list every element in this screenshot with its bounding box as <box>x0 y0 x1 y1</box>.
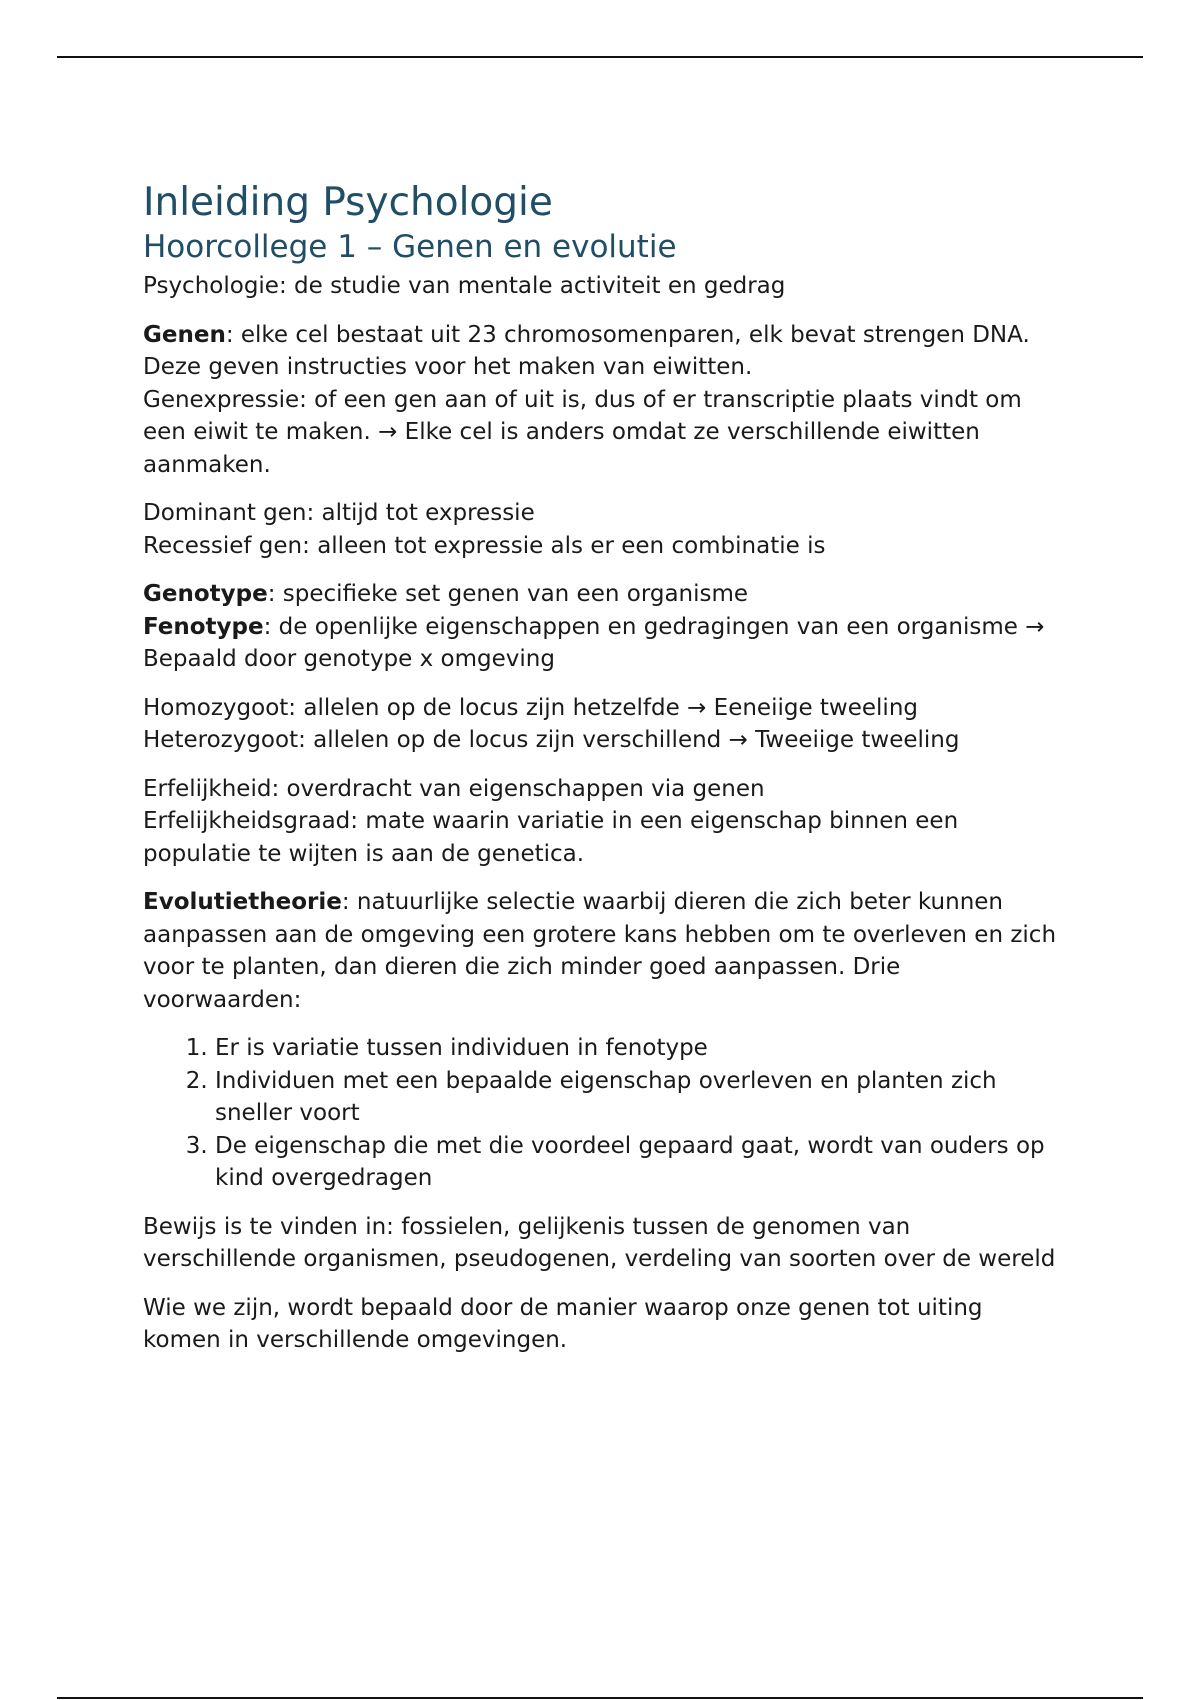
heterozygoot-text: Heterozygoot: allelen op de locus zijn verschillend → Tweeiige tweeling <box>143 727 960 753</box>
genotype-definition: : specifieke set genen van een organisme <box>267 581 749 607</box>
conclusion-paragraph: Wie we zijn, wordt bepaald door de manier waarop onze genen tot uiting komen in verschillende omgevingen. <box>143 1294 983 1353</box>
conditions-list <box>143 1032 1063 1195</box>
evolutietheorie-definition: : natuurlijke selectie waarbij dieren die zich beter kunnen aanpassen aan de omgeving een grotere kans hebben om te overleven en zich voor te planten, dan dieren die zich minder goed aanpassen. Drie voorwaarden: <box>143 889 1057 1013</box>
evolution-paragraph <box>143 886 1063 1016</box>
genen-term: Genen <box>143 321 226 348</box>
document-body <box>143 180 1063 1373</box>
erfelijkheidsgraad-text: Erfelijkheidsgraad: mate waarin variatie in een eigenschap binnen een populatie te wijten is aan de genetica. <box>143 808 959 867</box>
fenotype-term: Fenotype <box>143 613 264 640</box>
recessief-gen-text: Recessief gen: alleen tot expressie als er een combinatie is <box>143 532 826 559</box>
list-item: 1. Er is variatie tussen individuen in fenotype <box>215 1032 1063 1065</box>
fenotype-definition: : de openlijke eigenschappen en gedragingen van een organisme → Bepaald door genotype x omgeving <box>143 613 1045 672</box>
genexpressie-text: Genexpressie: of een gen aan of uit is, dus of er transcriptie plaats vindt om een eiwit te maken. → Elke cel is anders omdat ze verschillende eiwitten aanmaken. <box>143 386 1022 478</box>
genen-definition: : elke cel bestaat uit 23 chromosomenparen, elk bevat strengen DNA. Deze geven instructies voor het maken van eiwitten. <box>143 321 1030 380</box>
dominance-paragraph <box>143 497 1063 562</box>
dominant-gen-text: Dominant gen: altijd tot expressie <box>143 500 535 526</box>
lecture-heading: Hoorcollege 1 – Genen en evolutie <box>143 229 677 265</box>
erfelijkheid-text: Erfelijkheid: overdracht van eigenschappen via genen <box>143 775 765 802</box>
intro-paragraph: Psychologie: de studie van mentale activiteit en gedrag <box>143 273 786 299</box>
list-item: 3. De eigenschap die met die voordeel gepaard gaat, wordt van ouders op kind overgedragen <box>215 1130 1063 1195</box>
evidence-paragraph: Bewijs is te vinden in: fossielen, gelijkenis tussen de genomen van verschillende organismen, pseudogenen, verdeling van soorten over de wereld <box>143 1213 1056 1272</box>
evolutietheorie-term: Evolutietheorie <box>143 889 342 915</box>
homozygoot-text: Homozygoot: allelen op de locus zijn hetzelfde → Eeneiige tweeling <box>143 694 919 721</box>
zygosity-paragraph <box>143 692 1063 757</box>
header-rule <box>57 56 1143 58</box>
types-paragraph <box>143 578 1063 676</box>
genotype-term: Genotype <box>143 581 268 607</box>
list-item: 2. Individuen met een bepaalde eigenschap overleven en planten zich sneller voort <box>215 1065 1063 1130</box>
genen-paragraph <box>143 319 1063 482</box>
document-title: Inleiding Psychologie <box>143 180 553 225</box>
footer-rule <box>57 1697 1143 1699</box>
heredity-paragraph <box>143 773 1063 871</box>
